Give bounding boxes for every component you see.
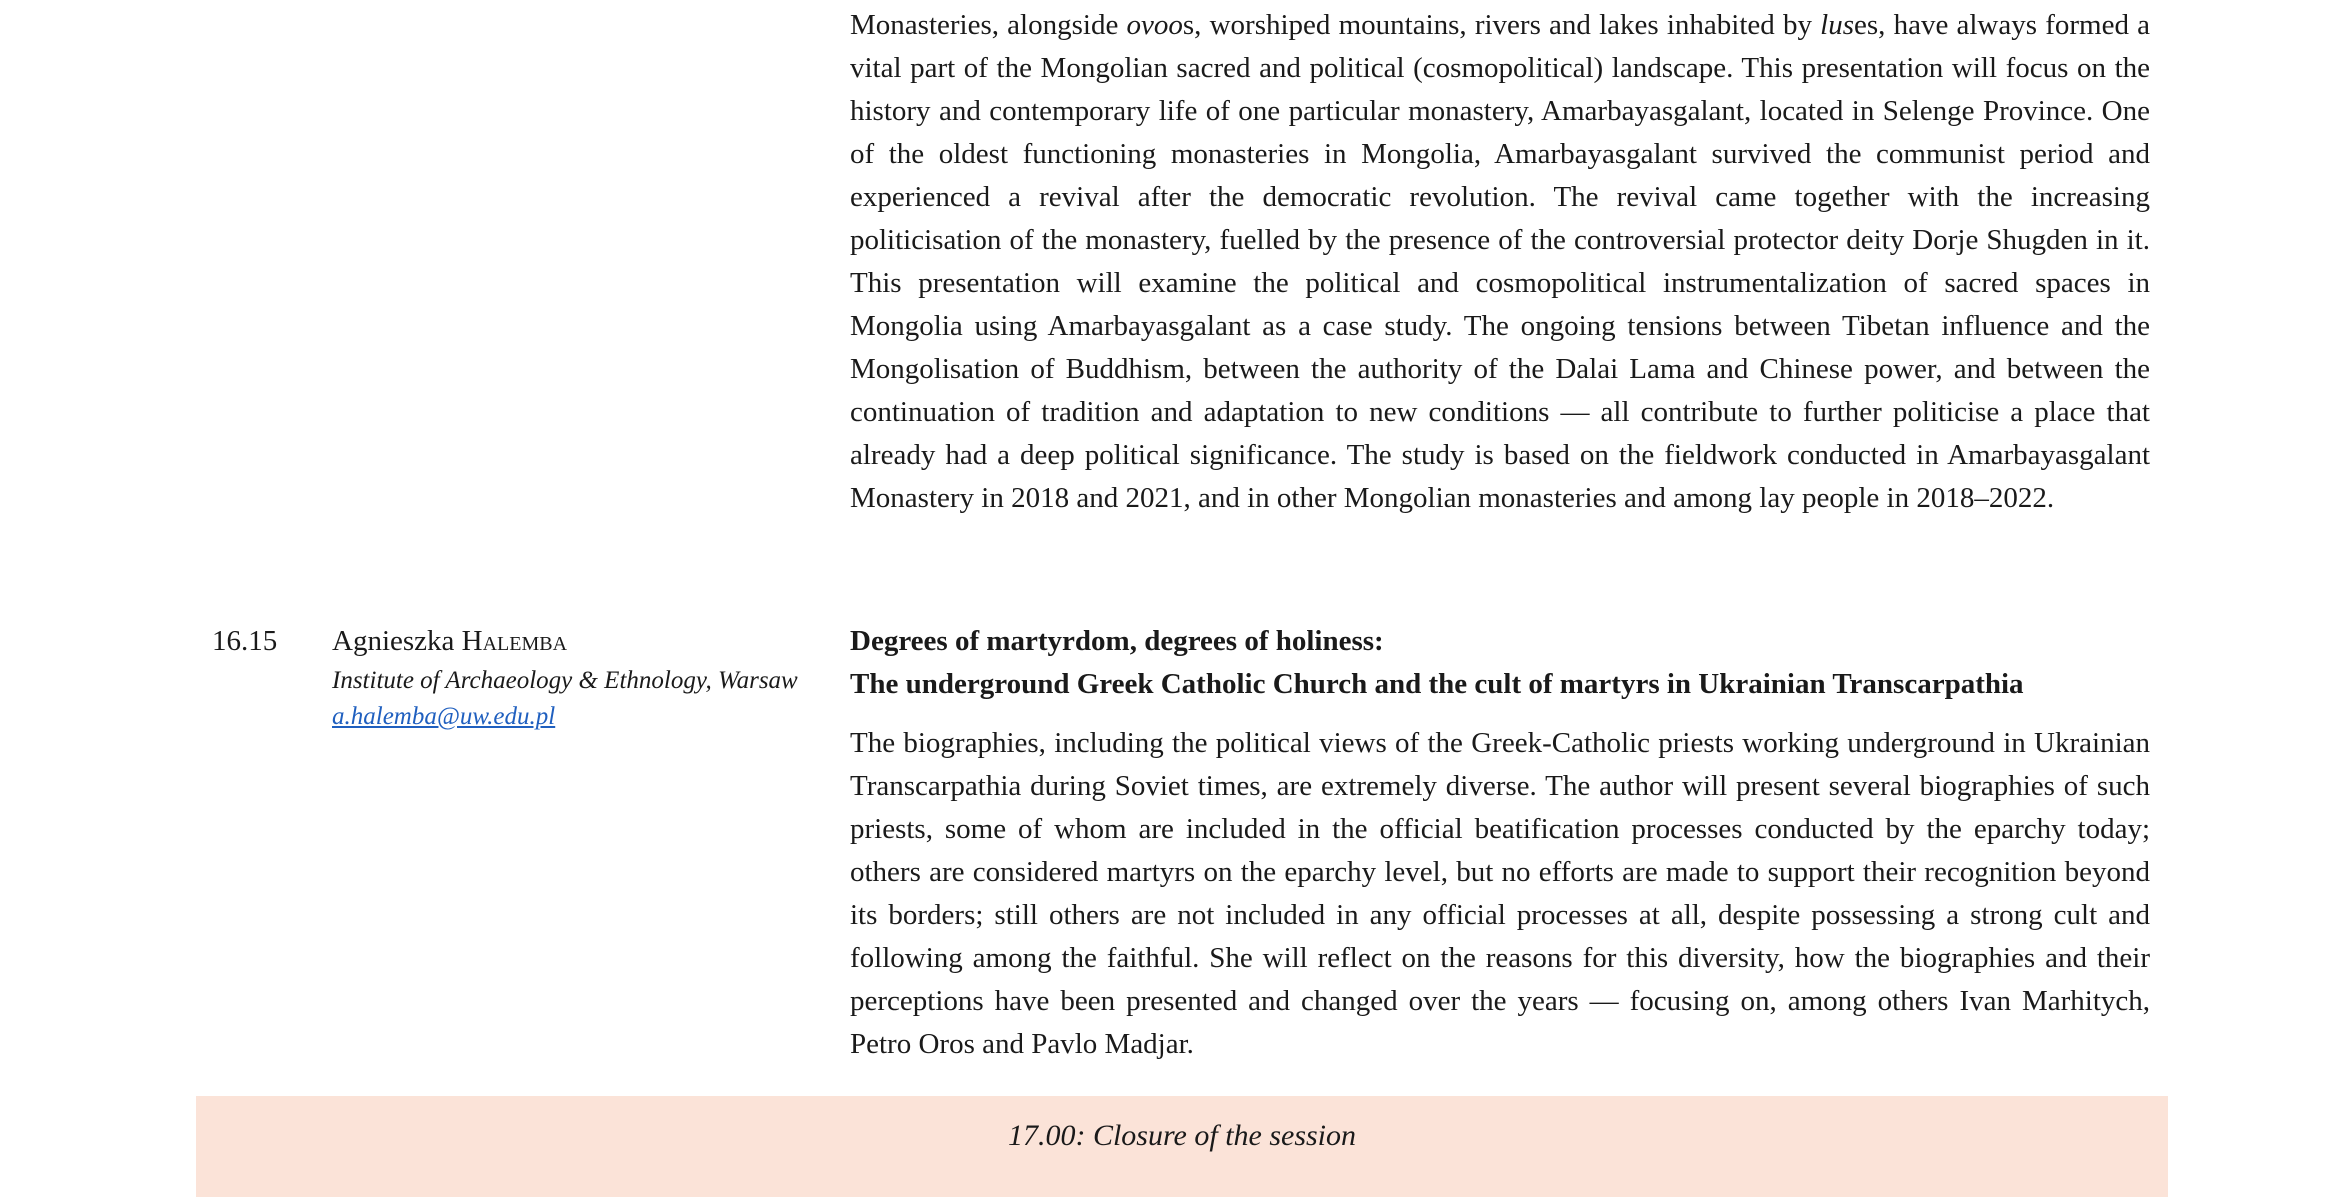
closure-text: 17.00: Closure of the session — [1007, 1119, 1357, 1152]
previous-abstract-continued — [850, 4, 2150, 520]
previous-abstract-paragraph — [850, 4, 2150, 520]
speaker-block — [332, 620, 832, 735]
speaker-name — [332, 620, 832, 663]
term-ovoo: ovoo — [1126, 9, 1183, 41]
speaker-surname: Halemba — [461, 625, 568, 657]
speaker-email-link[interactable]: a.halemba@uw.edu.pl — [332, 703, 556, 730]
abstract-text: s, worshiped mountains, rivers and lakes inhabited by — [1182, 9, 1821, 41]
speaker-first-name: Agnieszka — [332, 625, 462, 657]
talk-title-line-1: Degrees of martyrdom, degrees of holiness: — [850, 625, 1384, 657]
talk-title — [850, 620, 2150, 706]
speaker-affiliation: Institute of Archaeology & Ethnology, Warsaw — [332, 667, 798, 694]
talk-title-line-2: The underground Greek Catholic Church and the cult of martyrs in Ukrainian Transcarpathia — [850, 668, 2024, 700]
term-lus: lus — [1820, 9, 1854, 41]
talk-abstract — [850, 722, 2150, 1066]
closure-banner — [196, 1096, 2168, 1197]
session-time: 16.15 — [212, 625, 278, 657]
talk-abstract-paragraph: The biographies, including the political views of the Greek-Catholic priests working underground in Ukrainian Transcarpathia during Soviet times, are extremely diverse. The author will present several biographies of such priests, some of whom are included in the official beatification processes conducted by the eparchy today; others are considered martyrs on the eparchy level, but no efforts are made to support their recognition beyond its borders; still others are not included in any official processes at all, despite possessing a strong cult and following among the faithful. She will reflect on the reasons for this diversity, how the biographies and their perceptions have been presented and changed over the years — focusing on, among others Ivan Marhitych, Petro Oros and Pavlo Madjar. — [850, 727, 2150, 1060]
abstract-text: Monasteries, alongside — [850, 9, 1127, 41]
abstract-text: es, have always formed a vital part of the Mongolian sacred and political (cosmopolitical) landscape. This presentation will focus on the history and contemporary life of one particular monastery, Amarbayasgalant, located in Selenge Province. One of the oldest functioning monasteries in Mongolia, Amarbayasgalant survived the communist period and experienced a revival after the democratic revolution. The revival came together with the increasing politicisation of the monastery, fuelled by the presence of the controversial protector deity Dorje Shugden in it. This presentation will examine the political and cosmopolitical instrumentalization of sacred spaces in Mongolia using Amarbayasgalant as a case study. The ongoing tensions between Tibetan influence and the Mongolisation of Buddhism, between the authority of the Dalai Lama and Chinese power, and between the continuation of tradition and adaptation to new conditions — all contribute to further politicise a place that already had a deep political significance. The study is based on the fieldwork conducted in Amarbayasgalant Monastery in 2018 and 2021, and in other Mongolian monasteries and among lay people in 2018–2022. — [850, 9, 2150, 514]
